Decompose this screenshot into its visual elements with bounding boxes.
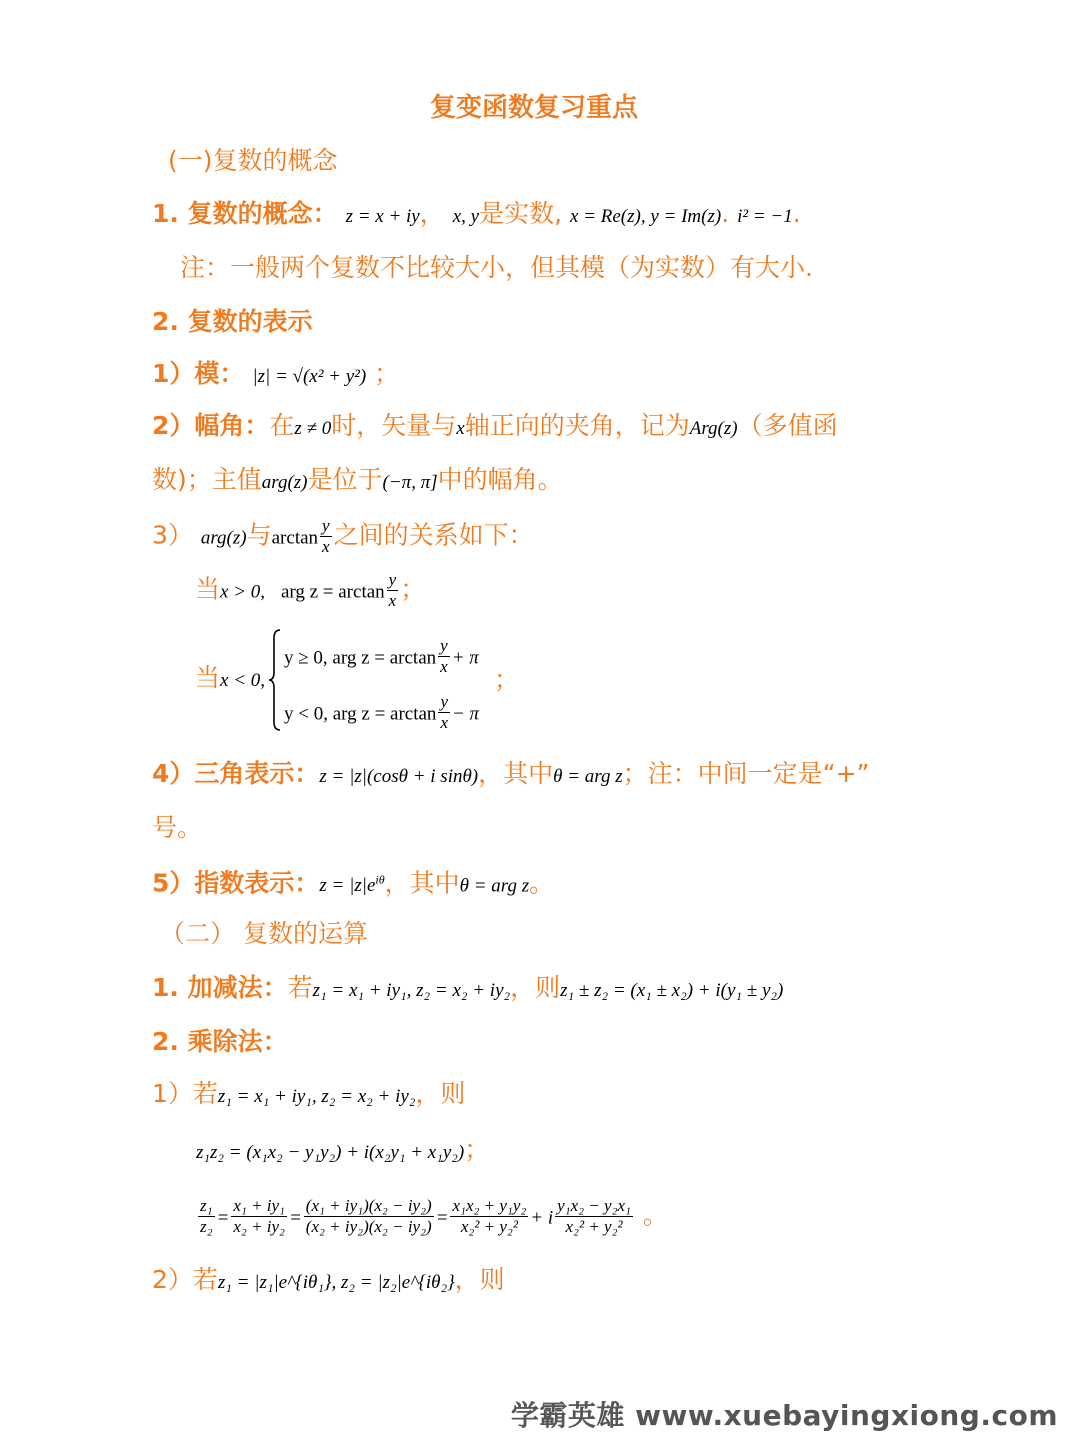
text: 2）若 (152, 1265, 218, 1294)
formula-add-result: z₁ ± z₂ = (x₁ ± x₂) + i(y₁ ± y₂) (560, 980, 784, 1001)
formula-interval: (−π, π] (382, 472, 438, 493)
trig-label: 4）三角表示： (152, 759, 320, 788)
modulus-label: 1）模： (152, 359, 245, 388)
text: 1）若 (152, 1079, 218, 1108)
fraction-quotient: $\frac{\text{z₁}}{\text{z₂}}$ (200, 1196, 213, 1236)
fraction-4: $\frac{\text{y₁x₂ − y₂x₁}}{\text{x₂² + y₂²}}$ (557, 1196, 631, 1236)
text: 是实数, (479, 199, 563, 228)
text: 之间的关系如下： (333, 520, 534, 550)
fraction-3: $\frac{\text{x₁x₂ + y₁y₂}}{\text{x₂² + y₂²}}$ (452, 1196, 527, 1236)
note-line: 注：一般两个复数不比较大小，但其模（为实数）有大小. (180, 253, 813, 282)
case-2-prefix (195, 662, 265, 697)
formula-add-cond: z₁ = x₁ + iy₁, z₂ = x₂ + iy₂ (312, 980, 511, 1001)
text: ；注：中间一定是“+” (622, 759, 870, 788)
relation-line (152, 516, 534, 557)
separator: 。 (642, 1200, 668, 1230)
mul-cond-line (152, 1078, 465, 1113)
argument-label: 2）幅角： (152, 411, 270, 440)
fraction-y-over-x: $\frac{y}{x}$ (322, 516, 330, 556)
formula-theta: θ = arg z (459, 875, 530, 897)
formula-trig: z = |z|(cosθ + i sinθ) (319, 766, 479, 787)
formula-xy: x, y (452, 206, 480, 227)
formula-modulus: |z| = √(x² + y²) (252, 366, 367, 387)
text: 若 (287, 973, 313, 1002)
formula-i-squared: i² = −1 (737, 206, 793, 227)
formula-plus-pi: + π (451, 647, 479, 669)
case-2-end: ； (494, 665, 520, 694)
formula-case1-eq: arg z = arctan (280, 581, 385, 603)
case-1-line (195, 570, 425, 611)
formula-arg-z: arg(z) (200, 527, 247, 549)
formula-i: + i (530, 1207, 554, 1229)
exponential-line (152, 864, 554, 902)
formula-minus-pi: − π (451, 703, 480, 725)
quotient-line: $\frac{\text{z₁}}{\text{z₂}}$ = $\frac{\text{x₁ + iy₁}}{\text{x₂ + iy₂}}$ = $\frac{\text{(x₁ + iy₁)(x₂ − iy₂)}}{\text{(x₂ + iy₂)(x₂ − iy₂)}}$ = $\frac{\text{x₁x₂ + y₁y₂}}{\text{x₂² + y₂²}}$ + i $\frac{\text{y₁x₂ − y₂x₁}}{\text{x₂² + y₂²}}$ 。 (200, 1196, 668, 1236)
formula-case2b: y < 0, arg z = arctan (284, 703, 437, 725)
formula-arg: arg(z) (261, 472, 308, 493)
formula-case1-cond: x > 0, (220, 581, 266, 603)
footer-watermark: 学霸英雄 www.xuebayingxiong.com (510, 1399, 1058, 1432)
text: （多值函 (737, 411, 838, 440)
separator: ； (464, 1135, 490, 1164)
formula-re-im: x = Re(z), y = Im(z) (570, 206, 722, 227)
separator: ； (374, 359, 400, 388)
polar-line (152, 1264, 505, 1299)
formula-z-def: z = x + iy (345, 206, 420, 227)
formula-case2a: y ≥ 0, arg z = arctan (284, 647, 437, 669)
formula-x: x (456, 418, 465, 439)
formula-product: z₁z₂ = (x₁x₂ − y₁y₂) + i(x₂y₁ + x₁y₂) (196, 1142, 465, 1163)
text: ，则 (415, 1079, 466, 1108)
fraction-1: $\frac{\text{x₁ + iy₁}}{\text{x₂ + iy₂}}$ (233, 1196, 285, 1236)
case-2a-line (284, 636, 479, 677)
exponential-label: 5）指数表示： (152, 868, 320, 898)
text: 中的幅角。 (437, 465, 563, 494)
formula-theta: θ = arg z (553, 766, 623, 787)
item-label: 1. 复数的概念： (152, 199, 338, 228)
section-heading-2: （二） 复数的运算 (160, 919, 368, 948)
section-heading-1: (一)复数的概念 (168, 146, 338, 175)
relation-label: 3） (152, 520, 193, 550)
add-sub-label: 1. 加减法： (152, 973, 288, 1002)
separator: . (792, 199, 801, 228)
add-sub-line (152, 972, 783, 1007)
formula-arctan: arctan (271, 527, 319, 549)
text: 当 (195, 574, 221, 604)
text: 时，矢量与 (331, 411, 457, 440)
text: 数)；主值 (152, 465, 262, 494)
formula-mul-cond: z₁ = x₁ + iy₁, z₂ = x₂ + iy₂ (217, 1086, 416, 1107)
mul-div-heading: 2. 乘除法： (152, 1027, 288, 1056)
formula-Arg: Arg(z) (689, 418, 738, 439)
argument-line-1 (152, 410, 838, 445)
text: 轴正向的夹角，记为 (464, 411, 690, 440)
text: ，则 (454, 1265, 505, 1294)
fraction-y-over-x: $\frac{y}{x}$ (440, 636, 448, 676)
trig-line-2: 号。 (152, 813, 203, 842)
separator: . (721, 199, 730, 228)
case-2b-line (284, 692, 479, 733)
text: ，则 (510, 973, 561, 1002)
text: 与 (246, 520, 272, 550)
item-2-heading: 2. 复数的表示 (152, 307, 313, 336)
formula-polar-cond: z₁ = |z₁|e^{iθ₁}, z₂ = |z₂|e^{iθ₂} (217, 1272, 455, 1293)
separator: ， (419, 199, 445, 228)
text: 。 (529, 868, 555, 898)
fraction-y-over-x: $\frac{y}{x}$ (388, 570, 397, 610)
trig-line (152, 758, 870, 793)
text: 当 (195, 663, 221, 692)
formula-exponential: $z = |z|e^{i\theta}$ (319, 873, 385, 897)
complex-concept-line (152, 198, 801, 233)
separator: ； (400, 574, 426, 604)
formula-cond: z ≠ 0 (294, 418, 332, 439)
modulus-line (152, 358, 399, 393)
text: 是位于 (307, 465, 383, 494)
page-title: 复变函数复习重点 (430, 93, 639, 123)
brace-icon (268, 628, 282, 732)
fraction-2: $\frac{\text{(x₁ + iy₁)(x₂ − iy₂)}}{\text{(x₂ + iy₂)(x₂ − iy₂)}}$ (305, 1196, 432, 1236)
text: ，其中 (384, 868, 460, 898)
argument-line-2 (152, 464, 563, 499)
text: ，其中 (478, 759, 554, 788)
product-line (196, 1134, 489, 1169)
fraction-y-over-x: $\frac{y}{x}$ (440, 692, 448, 732)
text: 在 (269, 411, 295, 440)
formula-case2-cond: x < 0, (220, 670, 266, 691)
